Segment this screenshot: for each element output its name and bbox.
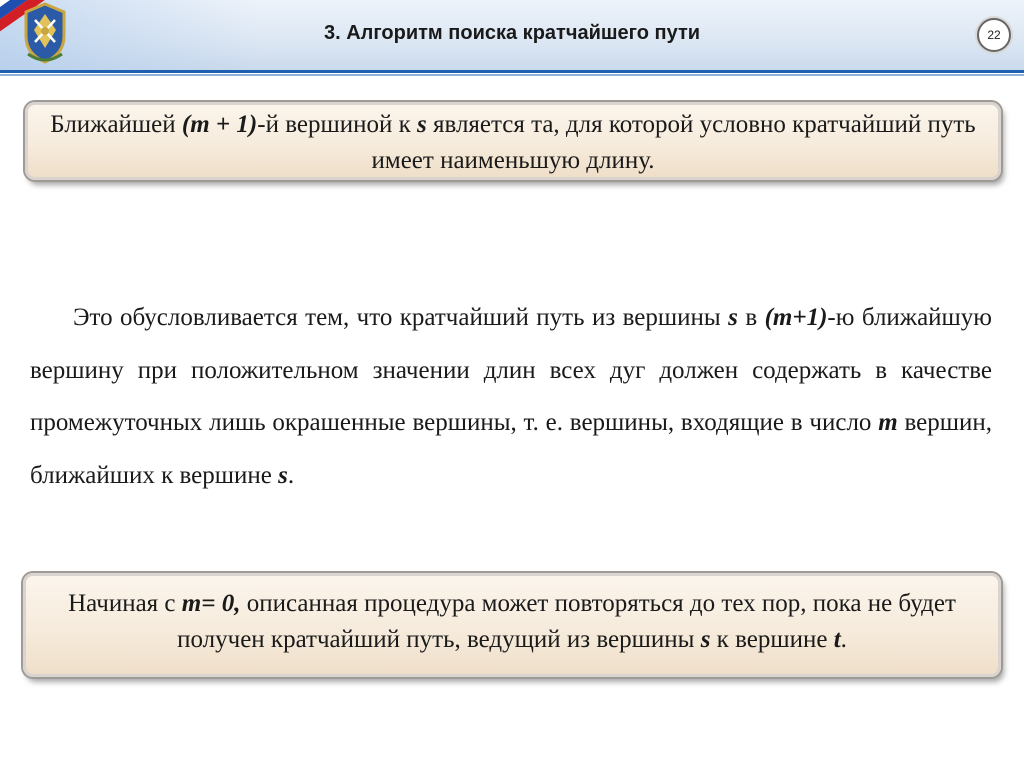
callout-term-s: s bbox=[700, 626, 711, 653]
term-m: m bbox=[878, 409, 898, 436]
callout-nearest-vertex bbox=[25, 102, 1001, 180]
slide-header bbox=[0, 0, 1024, 72]
callout-term-m-zero: m= 0, bbox=[181, 590, 241, 617]
paragraph-text: -ю ближайшую вершину при положительном значении длин всех дуг должен содержать в качестве промежуточных лишь окрашенные вершины, т. е. вершины, входящие в число bbox=[30, 304, 992, 436]
callout-procedure bbox=[23, 573, 1001, 677]
callout-term-m-plus-1: (m + 1) bbox=[181, 111, 258, 138]
paragraph-text: . bbox=[287, 461, 295, 489]
page-number-badge: 22 bbox=[977, 18, 1011, 52]
term-s: s bbox=[728, 304, 738, 331]
paragraph-text: в bbox=[737, 304, 765, 331]
callout-text: к вершине bbox=[710, 626, 834, 653]
explanation-paragraph bbox=[30, 292, 992, 502]
header-stripe-light bbox=[0, 74, 1024, 76]
header-stripe bbox=[0, 70, 1024, 73]
callout-text: Ближайшей bbox=[50, 111, 182, 138]
term-s: s bbox=[278, 461, 288, 489]
term-m-plus-1: (m+1) bbox=[764, 304, 828, 331]
callout-text: . bbox=[840, 626, 847, 653]
paragraph-text: Это обусловливается тем, что кратчайший путь из вершины bbox=[73, 304, 729, 331]
paragraph-text: вершин, ближайших к вершине bbox=[30, 409, 993, 489]
callout-term-t: t bbox=[833, 626, 841, 653]
callout-text: описанная процедура может повторяться до тех пор, пока не будет получен кратчайший путь, ведущий из вершины bbox=[177, 590, 956, 653]
slide-title: 3. Алгоритм поиска кратчайшего пути bbox=[323, 22, 701, 44]
callout-term-s: s bbox=[417, 111, 427, 138]
callout-text: -й вершиной к bbox=[257, 111, 417, 138]
callout-text: является та, для которой условно кратчайший путь имеет наименьшую длину. bbox=[371, 111, 976, 174]
callout-text: Начиная с bbox=[68, 590, 182, 617]
